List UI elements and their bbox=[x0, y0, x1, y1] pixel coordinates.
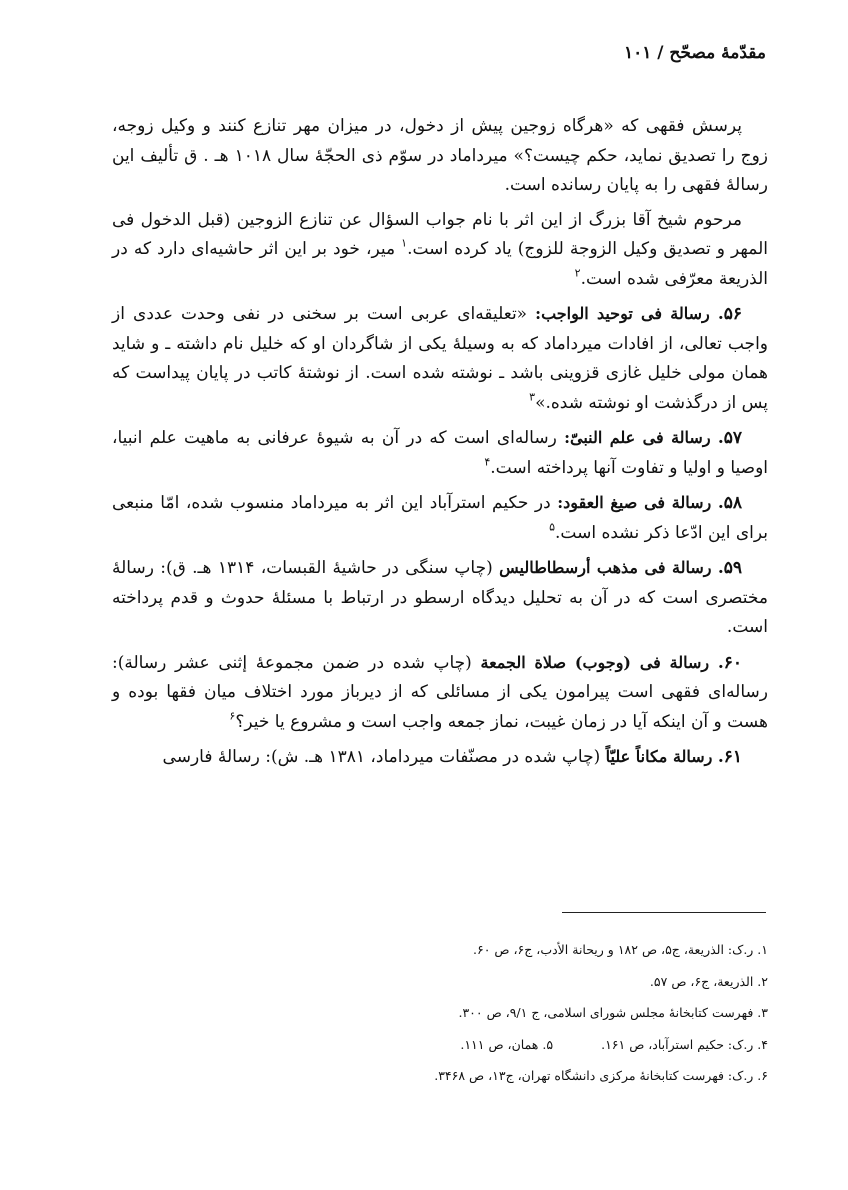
footnote-ref-2[interactable]: ۲ bbox=[574, 265, 581, 279]
entry-title: رسالة فی علم النبیّ: bbox=[564, 428, 711, 447]
entry-number: ۵۸. bbox=[717, 493, 742, 513]
footnote-3: ۳. فهرست کتابخانهٔ مجلس شورای اسلامی، ج ۹/۱، ص ۳۰۰. bbox=[458, 1005, 768, 1020]
footnote-ref-6[interactable]: ۶ bbox=[229, 708, 236, 722]
footnote-divider bbox=[562, 912, 766, 913]
main-text bbox=[112, 112, 768, 778]
entry-title: رسالة فی توحید الواجب: bbox=[535, 304, 710, 323]
entry-title: رسالة مکاناً علیّاً bbox=[605, 747, 713, 766]
paragraph-intro bbox=[112, 112, 768, 201]
footnote-ref-5[interactable]: ۵ bbox=[549, 519, 555, 533]
entry-title: رسالة فی مذهب أرسطاطالیس bbox=[499, 558, 712, 577]
entry-59 bbox=[112, 553, 768, 643]
footnote-1: ۱. ر.ک: الذریعة، ج۵، ص ۱۸۲ و ریحانة الأدب، ج۶، ص ۶۰. bbox=[473, 942, 768, 957]
entry-title: رسالة فی صیغ العقود: bbox=[557, 493, 712, 512]
entry-60 bbox=[112, 648, 768, 738]
footnote-4: ۴. ر.ک: حکیم استرآباد، ص ۱۶۱. bbox=[601, 1036, 768, 1052]
footnote-row-4-5 bbox=[112, 1029, 768, 1061]
paragraph-sheikh-agha-bozorg bbox=[112, 206, 768, 295]
footnote-ref-4[interactable]: ۴ bbox=[484, 454, 491, 468]
paragraph-text: میر، خود بر این اثر حاشیه‌ای دارد که در الذریعة معرّفی شده است. bbox=[112, 239, 768, 289]
footnote-5: ۵. همان، ص ۱۱۱. bbox=[460, 1036, 554, 1052]
entry-text: (چاپ شده در مصنّفات میرداماد، ۱۳۸۱ هـ. ش): رسالهٔ فارسی bbox=[162, 747, 606, 767]
footnote-ref-1[interactable]: ۱ bbox=[401, 236, 408, 250]
entry-57 bbox=[112, 423, 768, 483]
entry-number: ۶۱. bbox=[717, 747, 742, 767]
entry-number: ۵۶. bbox=[717, 304, 743, 324]
entry-text: (چاپ شده در ضمن مجموعهٔ إثنی عشر رسالة): رساله‌ای فقهی است پیرامون یکی از مسائلی که از دیرباز مورد اختلاف میان فقها بوده و هست و آن اینکه آیا در زمان غیبت، نماز جمعه واجب است و مشروع یا خیر؟ bbox=[112, 652, 768, 732]
paragraph-intro-text: پرسش فقهی که «هرگاه زوجین پیش از دخول، در میزان مهر تنازع کنند و وکیل زوجه، زوج را تصدیق نماید، حکم چیست؟» میرداماد در سوّم ذی الحجّهٔ سال ۱۰۱۸ هـ . ق تألیف این رسالهٔ فقهی را به پایان رسانده است. bbox=[112, 116, 768, 195]
footnote-6: ۶. ر.ک: فهرست کتابخانهٔ مرکزی دانشگاه تهران، ج۱۳، ص ۳۴۶۸. bbox=[434, 1068, 768, 1083]
footnote-2: ۲. الذریعة، ج۶، ص ۵۷. bbox=[649, 973, 768, 989]
paragraph-text: مرحوم شیخ آقا بزرگ از این اثر با نام جواب السؤال عن تنازع الزوجین (قبل الدخول فی المهر و تصدیق وکیل الزوجة للزوج) یاد کرده است. bbox=[112, 209, 768, 259]
entry-number: ۵۷. bbox=[717, 428, 743, 448]
entry-number: ۶۰. bbox=[717, 652, 742, 673]
footnotes bbox=[112, 934, 768, 1092]
entry-title: رسالة فی (وجوب) صلاة الجمعة bbox=[480, 652, 710, 672]
entry-58 bbox=[112, 488, 768, 548]
entry-text: «تعلیقه‌ای عربی است بر سخنی در نفی وحدت عددی از واجب تعالی، از افادات میرداماد که به وسیلهٔ یکی از شاگردان او که خلیل نام داشته ـ و شاید همان مولی خلیل غازی قزوینی باشد ـ نوشته شده است. از نوشتهٔ کاتب در پایان پیداست که پس از درگذشت او نوشته شده.» bbox=[112, 304, 768, 413]
running-header: مقدّمهٔ مصحّح / ۱۰۱ bbox=[623, 43, 766, 63]
entry-text: در حکیم استرآباد این اثر به میرداماد منسوب شده، امّا منبعی برای این ادّعا ذکر نشده است. bbox=[112, 493, 768, 543]
entry-61 bbox=[112, 742, 768, 773]
entry-56 bbox=[112, 299, 768, 418]
footnote-ref-3[interactable]: ۳ bbox=[529, 389, 536, 403]
entry-number: ۵۹. bbox=[717, 558, 742, 578]
entry-text: رساله‌ای است که در آن به شیوهٔ عرفانی به ماهیت علم انبیا، اوصیا و اولیا و تفاوت آنها پرداخته است. bbox=[112, 428, 768, 478]
entry-text: (چاپ سنگی در حاشیهٔ القبسات، ۱۳۱۴ هـ. ق): رسالهٔ مختصری است که در آن به تحلیل دیدگاه ارسطو در ارتباط با مسئلهٔ حدوث و قدم پرداخته است. bbox=[112, 558, 768, 637]
